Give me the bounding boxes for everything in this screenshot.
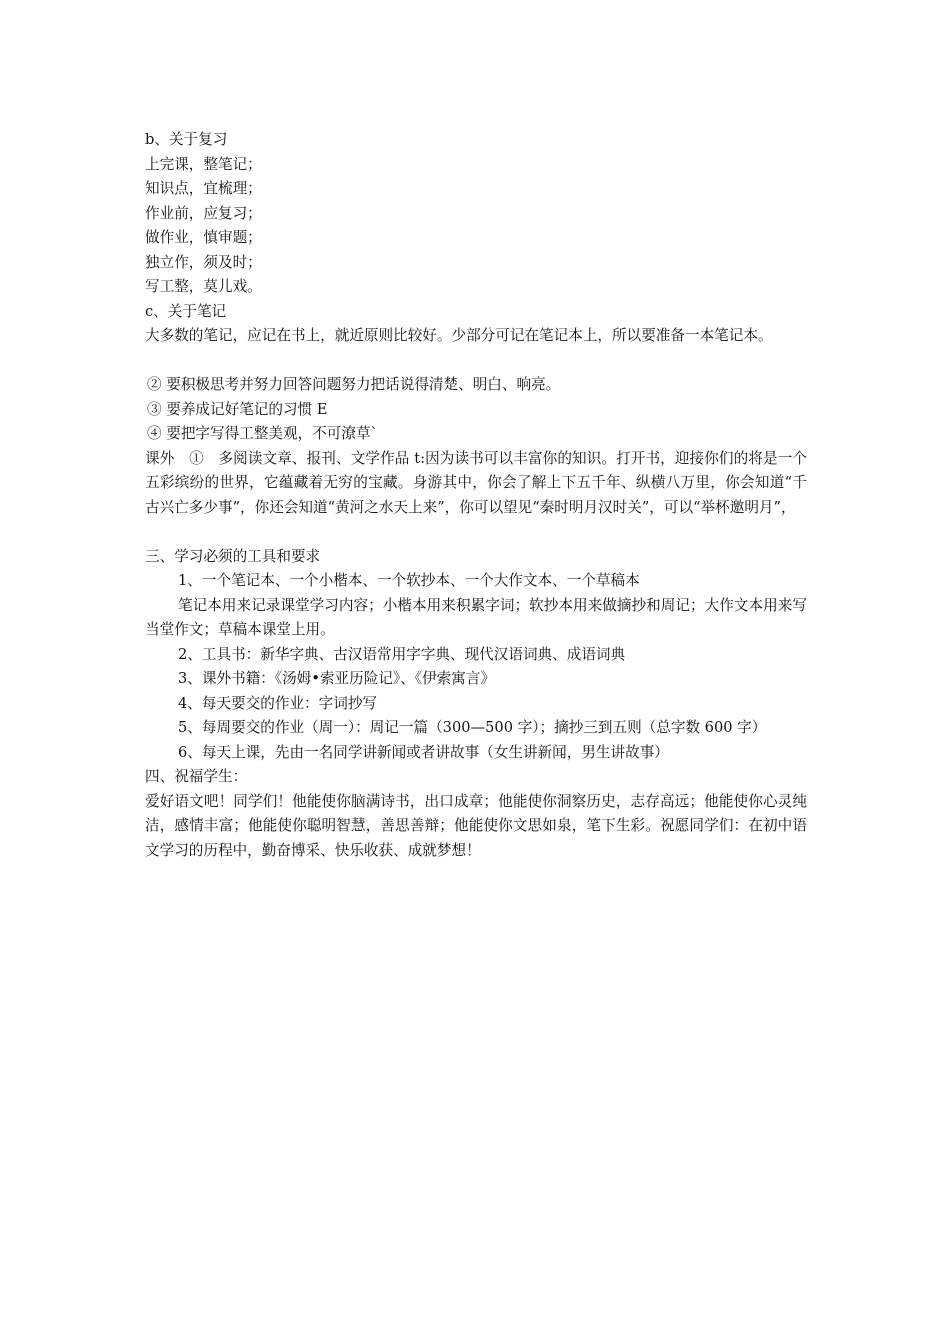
blessing-paragraph: 爱好语文吧！同学们！他能使你脑满诗书，出口成章；他能使你洞察历史，志存高远；他能使你心灵纯洁，感情丰富；他能使你聪明智慧，善思善辩；他能使你文思如泉，笔下生彩。祝愿同学们：在初中语文学习的历程中，勤奋博采、快乐收获、成就梦想！ <box>145 792 807 859</box>
tools-item-1-detail: 笔记本用来记录课堂学习内容；小楷本用来积累字词；软抄本用来做摘抄和周记；大作文本用来写当堂作文；草稿本课堂上用。 <box>145 596 807 638</box>
review-line-4: 做作业，慎审题； <box>145 229 262 246</box>
tools-item-5: 5、每周要交的作业（周一）：周记一篇（300—500 字）；摘抄三到五则（总字数 600 字） <box>178 719 767 736</box>
tools-item-3: 3、课外书籍：《汤姆•索亚历险记》、《伊索寓言》 <box>178 670 496 687</box>
point-3: ③ 要养成记好笔记的习惯 E <box>147 400 328 418</box>
tools-item-6: 6、每天上课，先由一名同学讲新闻或者讲故事（女生讲新闻，男生讲故事） <box>178 743 669 761</box>
tools-item-1: 1、一个笔记本、一个小楷本、一个软抄本、一个大作文本、一个草稿本 <box>178 572 640 589</box>
review-heading: b、关于复习 <box>145 131 228 148</box>
review-line-3: 作业前，应复习； <box>145 204 262 222</box>
blank-line <box>145 349 807 374</box>
review-line-6: 写工整，莫儿戏。 <box>145 278 262 295</box>
document-body <box>145 128 807 863</box>
notes-heading: c、关于笔记 <box>145 302 227 320</box>
blank-line <box>145 520 807 545</box>
notes-paragraph: 大多数的笔记，应记在书上，就近原则比较好。少部分可记在笔记本上，所以要准备一本笔记本。 <box>145 327 773 344</box>
point-4: ④ 要把字写得工整美观，不可潦草` <box>147 425 378 442</box>
extracurricular-paragraph: 课外 ① 多阅读文章、报刊、文学作品 t:因为读书可以丰富你的知识。打开书，迎接你们的将是一个五彩缤纷的世界，它蕴藏着无穷的宝藏。身游其中，你会了解上下五千年、纵横八万里，你会知道“千古兴亡多少事”，你还会知道“黄河之水天上来”，你可以望见“秦时明月汉时关”，可以“举杯邀明月”， <box>145 449 807 516</box>
review-line-2: 知识点，宜梳理； <box>145 180 262 197</box>
tools-item-4: 4、每天要交的作业：字词抄写 <box>178 694 378 712</box>
review-line-5: 独立作，须及时； <box>145 253 262 271</box>
point-2: ② 要积极思考并努力回答问题努力把话说得清楚、明白、响亮。 <box>147 376 561 393</box>
review-line-1: 上完课，整笔记； <box>145 155 262 173</box>
tools-item-2: 2、工具书：新华字典、古汉语常用字字典、现代汉语词典、成语词典 <box>178 645 626 663</box>
blessing-heading: 四、祝福学生： <box>145 768 248 785</box>
tools-heading: 三、学习必须的工具和要求 <box>145 547 321 565</box>
